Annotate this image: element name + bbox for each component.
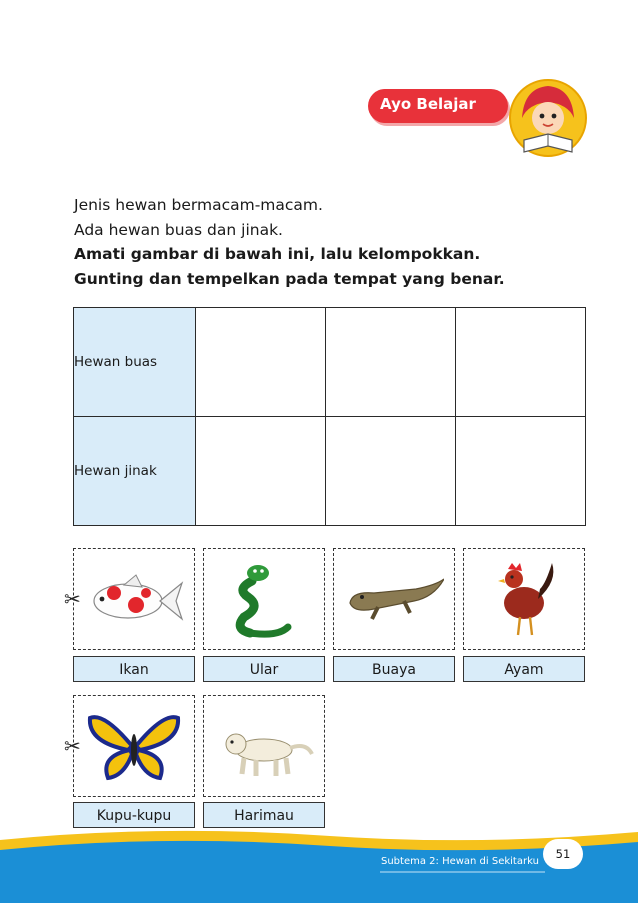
paste-slot[interactable] [196,417,326,526]
rooster-icon [474,559,574,639]
cutout-card-rooster[interactable] [463,548,585,650]
instruction-line: Jenis hewan bermacam-macam. [74,196,323,214]
tiger-icon [214,706,314,786]
animal-label: Ular [203,656,325,682]
instruction-line: Amati gambar di bawah ini, lalu kelompokkan. [74,245,481,263]
paste-slot[interactable] [456,308,586,417]
section-badge-label: Ayo Belajar [380,95,476,113]
butterfly-icon [84,706,184,786]
animal-label: Kupu-kupu [73,802,195,828]
instruction-line: Ada hewan buas dan jinak. [74,220,283,239]
crocodile-icon [344,559,444,639]
animal-label: Ikan [73,656,195,682]
cutout-card-fish[interactable] [73,548,195,650]
paste-slot[interactable] [326,308,456,417]
section-badge [368,89,508,123]
grouping-table [73,307,586,526]
cutout-card-butterfly[interactable] [73,695,195,797]
cutout-card-crocodile[interactable] [333,548,455,650]
cutout-card-tiger[interactable] [203,695,325,797]
row-label-tame: Hewan jinak [74,417,196,526]
animal-label: Ayam [463,656,585,682]
table-row [74,308,586,417]
snake-icon [214,559,314,639]
scissors-icon: ✂ [64,587,81,611]
scissors-icon: ✂ [64,734,81,758]
fish-icon [84,559,184,639]
reading-girl-icon [508,78,588,158]
instruction-line: Gunting dan tempelkan pada tempat yang benar. [74,269,505,288]
row-label-wild: Hewan buas [74,308,196,417]
page-number: 51 [543,839,583,869]
animal-label: Harimau [203,802,325,828]
animal-label: Buaya [333,656,455,682]
cutout-card-snake[interactable] [203,548,325,650]
table-row [74,417,586,526]
paste-slot[interactable] [196,308,326,417]
instructions [74,193,594,291]
paste-slot[interactable] [326,417,456,526]
paste-slot[interactable] [456,417,586,526]
footer-wave [0,826,638,903]
subtheme-label: Subtema 2: Hewan di Sekitarku [381,856,539,867]
